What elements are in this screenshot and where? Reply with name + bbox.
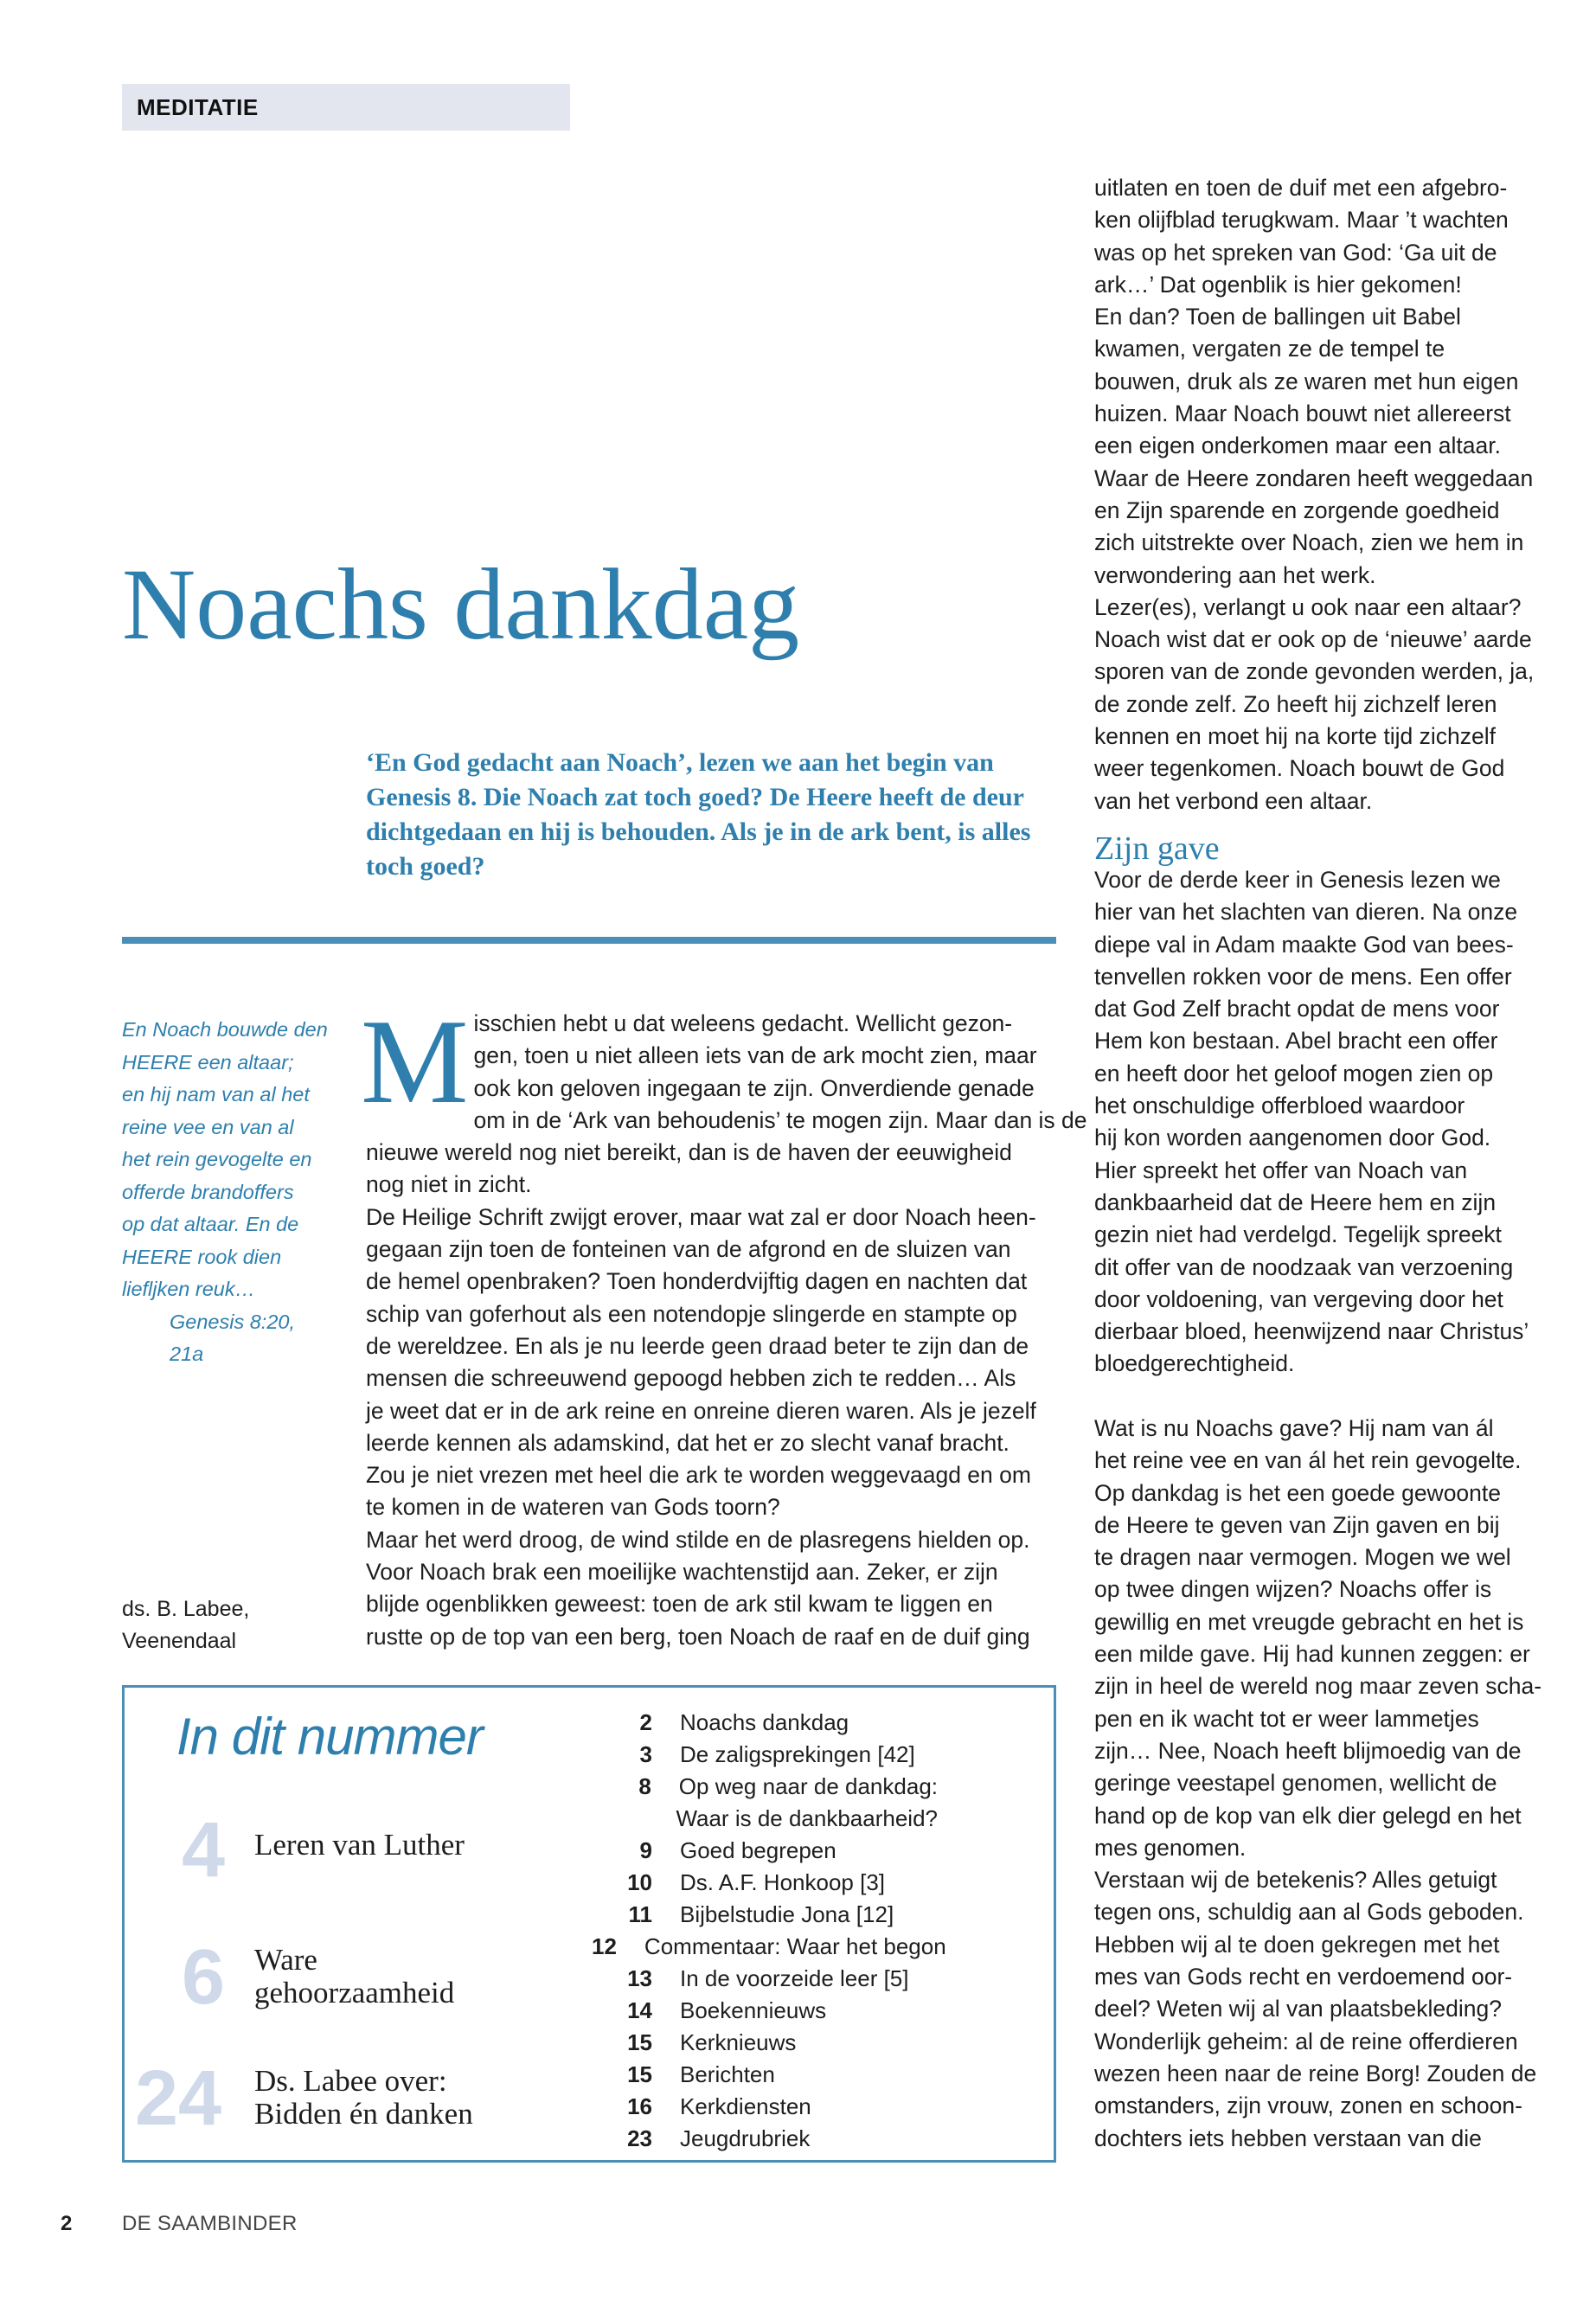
body-line: blijde ogenblikken geweest: toen de ark stil kwam te liggen en xyxy=(366,1591,993,1618)
body-line: mensen die schreeuwend gepoogd hebben zich te redden… Als xyxy=(366,1365,1016,1392)
toc-page-number: 15 xyxy=(627,2029,652,2055)
body-line: dochters iets hebben verstaan van die xyxy=(1094,2125,1482,2151)
body-line: pen en ik wacht tot er weer lammetjes xyxy=(1094,1705,1479,1732)
body-line: Maar het werd droog, de wind stilde en de plasregens hielden op. xyxy=(366,1526,1030,1553)
body-line: de wereldzee. En als je nu leerde geen draad beter te zijn dan de xyxy=(366,1332,1029,1359)
toc-page-number: 9 xyxy=(639,1837,652,1863)
body-line: tegen ons, schuldig aan al Gods geboden. xyxy=(1094,1899,1524,1926)
table-of-contents xyxy=(122,1685,1056,2163)
body-line: verwondering aan het werk. xyxy=(1094,561,1376,588)
body-line: Hebben wij al te doen gekregen met het xyxy=(1094,1931,1500,1958)
toc-featured-title: gehoorzaamheid xyxy=(254,1976,455,2009)
body-line: Hier spreekt het offer van Noach van xyxy=(1094,1157,1468,1183)
body-line: dat God Zelf bracht opdat de mens voor xyxy=(1094,996,1500,1022)
drop-cap: M xyxy=(361,995,469,1129)
author-place: Veenendaal xyxy=(122,1629,237,1653)
body-line: het reine vee en van ál het rein gevogelte. xyxy=(1094,1447,1522,1474)
quote-line: liefljken reuk… xyxy=(122,1278,256,1300)
body-line: Waar de Heere zondaren heeft weggedaan xyxy=(1094,465,1534,491)
author-byline xyxy=(122,1593,330,1657)
quote-line: en hij nam van al het xyxy=(122,1083,310,1106)
body-line: wezen heen naar de reine Borg! Zouden de xyxy=(1094,2060,1537,2086)
magazine-name: DE SAAMBINDER xyxy=(122,2212,298,2235)
body-line: hier van het slachten van dieren. Na onze xyxy=(1094,899,1518,926)
toc-page-number: 8 xyxy=(638,1773,651,1799)
section-tag xyxy=(122,84,570,131)
section-tag-label: MEDITATIE xyxy=(137,94,259,120)
toc-page-number: 3 xyxy=(639,1741,652,1767)
toc-item[interactable] xyxy=(592,1931,946,1963)
article-body-continued xyxy=(1094,172,1553,2155)
toc-page-number: 23 xyxy=(627,2125,652,2151)
toc-featured-number: 4 xyxy=(182,1807,226,1894)
body-line: en heeft door het geloof mogen zien op xyxy=(1094,1060,1494,1086)
toc-item-label: Kerkdiensten xyxy=(680,2093,811,2119)
quote-reference: Genesis 8:20, 21a xyxy=(170,1310,296,1365)
body-line: mes genomen. xyxy=(1094,1834,1247,1861)
author-name: ds. B. Labee, xyxy=(122,1597,250,1621)
body-line: om in de ‘Ark van behoudenis’ te mogen zijn. Maar dan is de xyxy=(473,1106,1087,1133)
toc-page-number: 13 xyxy=(627,1965,652,1991)
toc-item[interactable] xyxy=(592,1995,938,2027)
toc-item[interactable] xyxy=(592,2059,938,2091)
toc-item[interactable] xyxy=(592,1739,938,1771)
body-line: huizen. Maar Noach bouwt niet allereerst xyxy=(1094,401,1511,427)
body-line: je weet dat er in de ark reine en onreine dieren waren. Als je jezelf xyxy=(366,1397,1036,1424)
toc-item[interactable] xyxy=(592,1963,938,1995)
body-line: Noach wist dat er ook op de ‘nieuwe’ aarde xyxy=(1094,626,1532,653)
toc-title: In dit nummer xyxy=(176,1708,483,1766)
toc-page-number: 15 xyxy=(627,2061,652,2087)
body-line: nieuwe wereld nog niet bereikt, dan is de haven der eeuwigheid xyxy=(366,1139,1012,1166)
body-line: geringe veestapel genomen, wellicht de xyxy=(1094,1770,1497,1797)
toc-item[interactable] xyxy=(592,1803,938,1835)
body-line: gewillig en met vreugde gebracht en het is xyxy=(1094,1608,1524,1635)
body-line: kennen en moet hij na korte tijd zichzelf xyxy=(1094,723,1497,750)
body-line: En dan? Toen de ballingen uit Babel xyxy=(1094,304,1461,330)
body-line: Op dankdag is het een goede gewoonte xyxy=(1094,1479,1502,1506)
toc-item-label: Berichten xyxy=(680,2061,775,2087)
body-line: zich uitstrekte over Noach, zien we hem in xyxy=(1094,529,1524,556)
body-line: ook kon geloven ingegaan te zijn. Onverdiende genade xyxy=(473,1074,1035,1101)
toc-item[interactable] xyxy=(592,2091,938,2123)
body-line: hij kon worden aangenomen door God. xyxy=(1094,1125,1491,1151)
toc-item-label: Bijbelstudie Jona [12] xyxy=(680,1901,894,1927)
body-line: was op het spreken van God: ‘Ga uit de xyxy=(1094,239,1497,266)
body-line: bouwen, druk als ze waren met hun eigen xyxy=(1094,368,1519,394)
toc-item-label: De zaligsprekingen [42] xyxy=(680,1741,915,1767)
body-line: de Heere te geven van Zijn gaven en bij xyxy=(1094,1511,1500,1538)
article-body xyxy=(361,995,1087,1653)
toc-item-label: Goed begrepen xyxy=(680,1837,836,1863)
toc-featured-number: 6 xyxy=(182,1934,226,2021)
toc-item[interactable] xyxy=(592,1707,938,1739)
body-line: bloedgerechtigheid. xyxy=(1094,1350,1295,1377)
toc-featured-title: Ds. Labee over: xyxy=(254,2064,447,2098)
body-line: nog niet in zicht. xyxy=(366,1171,532,1198)
body-line: Zou je niet vrezen met heel die ark te worden weggevaagd en om xyxy=(366,1462,1031,1489)
toc-featured-title: Leren van Luther xyxy=(254,1828,465,1862)
quote-line: offerde brandoffers xyxy=(122,1180,294,1203)
body-line: leerde kennen als adamskind, dat het er zo slecht vanaf bracht. xyxy=(366,1429,1010,1456)
body-line: zijn in heel de wereld nog maar zeven scha- xyxy=(1094,1673,1542,1700)
quote-line: reine vee en van al xyxy=(122,1115,294,1138)
body-line: Voor de derde keer in Genesis lezen we xyxy=(1094,866,1501,893)
body-line: de zonde zelf. Zo heeft hij zichzelf leren xyxy=(1094,690,1497,717)
body-line: De Heilige Schrift zwijgt erover, maar wat zal er door Noach heen- xyxy=(366,1203,1036,1230)
toc-item[interactable] xyxy=(592,2027,938,2059)
scripture-quote xyxy=(122,1014,330,1371)
toc-item-label: Jeugdrubriek xyxy=(680,2125,811,2151)
toc-item[interactable] xyxy=(592,1867,938,1899)
body-line: weer tegenkomen. Noach bouwt de God xyxy=(1094,755,1505,782)
article-title: Noachs dankdag xyxy=(122,548,800,661)
body-line: rustte op de top van een berg, toen Noach de raaf en de duif ging xyxy=(366,1623,1030,1650)
toc-page-number: 2 xyxy=(639,1709,652,1735)
body-line: van het verbond een altaar. xyxy=(1094,787,1373,814)
body-line: dit offer van de noodzaak van verzoening xyxy=(1094,1253,1514,1280)
body-line: op twee dingen wijzen? Noachs offer is xyxy=(1094,1576,1492,1603)
body-line: Verstaan wij de betekenis? Alles getuigt xyxy=(1094,1867,1497,1894)
body-line: Hem kon bestaan. Abel bracht een offer xyxy=(1094,1028,1498,1054)
body-line: een eigen onderkomen maar een altaar. xyxy=(1094,433,1501,459)
toc-item[interactable] xyxy=(592,1899,938,1931)
article-lead: ‘En God gedacht aan Noach’, lezen we aan het begin van Genesis 8. Die Noach zat toch goed? De Heere heeft de deur dichtgedaan en hij is behouden. Als je in de ark bent, is alles toch goed? xyxy=(366,748,1031,881)
toc-item-label: Ds. A.F. Honkoop [3] xyxy=(680,1869,886,1895)
toc-featured-title: Bidden én danken xyxy=(254,2097,473,2131)
body-line: zijn… Nee, Noach heeft blijmoedig van de xyxy=(1094,1737,1522,1764)
body-line: uitlaten en toen de duif met een afgebro- xyxy=(1094,175,1508,201)
toc-page-number: 11 xyxy=(628,1901,652,1927)
quote-line: En Noach bouwde den xyxy=(122,1018,328,1041)
body-line: schip van goferhout als een notendopje slingerde en stampte op xyxy=(366,1300,1017,1327)
toc-item-label: Commentaar: Waar het begon xyxy=(644,1933,946,1959)
body-line: het onschuldige offerbloed waardoor xyxy=(1094,1093,1465,1119)
body-line: deel? Weten wij al van plaatsbekleding? xyxy=(1094,1996,1502,2022)
toc-featured-title: Ware xyxy=(254,1943,317,1977)
quote-line: op dat altaar. En de xyxy=(122,1213,299,1235)
toc-item[interactable] xyxy=(592,2123,938,2155)
toc-item-label: Op weg naar de dankdag: xyxy=(678,1773,938,1799)
body-line: mes van Gods recht en verdoemend oor- xyxy=(1094,1964,1513,1990)
toc-item-label: Boekennieuws xyxy=(680,1997,827,2023)
body-line: ken olijfblad terugkwam. Maar ’t wachten xyxy=(1094,207,1509,234)
section-subhead: Zijn gave xyxy=(1094,830,1220,867)
body-line: ark…’ Dat ogenblik is hier gekomen! xyxy=(1094,271,1462,298)
body-line: dankbaarheid dat de Heere hem en zijn xyxy=(1094,1189,1497,1215)
body-line: door voldoening, van vergeving door het xyxy=(1094,1285,1503,1312)
body-line: tenvellen rokken voor de mens. Een offer xyxy=(1094,963,1512,990)
toc-page-number: 14 xyxy=(627,1997,652,2023)
body-line: Wonderlijk geheim: al de reine offerdieren xyxy=(1094,2028,1518,2054)
body-line: sporen van de zonde gevonden werden, ja, xyxy=(1094,658,1535,685)
toc-item[interactable] xyxy=(592,1835,938,1867)
page-number: 2 xyxy=(61,2212,73,2235)
toc-item-label: Waar is de dankbaarheid? xyxy=(676,1805,938,1831)
toc-item-label: Kerknieuws xyxy=(680,2029,797,2055)
toc-item-label: In de voorzeide leer [5] xyxy=(680,1965,909,1991)
toc-list xyxy=(592,1707,946,2155)
body-line: gen, toen u niet alleen iets van de ark mocht zien, maar xyxy=(473,1042,1037,1069)
toc-page-number: 10 xyxy=(627,1869,652,1895)
toc-featured-number: 24 xyxy=(135,2055,222,2142)
body-line: hand op de kop van elk dier gelegd en het xyxy=(1094,1802,1522,1829)
body-line: Wat is nu Noachs gave? Hij nam van ál xyxy=(1094,1414,1494,1441)
body-line: dierbaar bloed, heenwijzend naar Christus’ xyxy=(1094,1318,1529,1345)
quote-line: het rein gevogelte en xyxy=(122,1148,312,1170)
body-line: omstanders, zijn vrouw, zonen en schoon- xyxy=(1094,2093,1522,2119)
body-line: kwamen, vergaten ze de tempel te xyxy=(1094,336,1445,362)
body-line: isschien hebt u dat weleens gedacht. Wellicht gezon- xyxy=(473,1010,1013,1036)
quote-line: HEERE rook dien xyxy=(122,1245,282,1268)
toc-item[interactable] xyxy=(592,1771,938,1803)
body-line: diepe val in Adam maakte God van bees- xyxy=(1094,931,1514,958)
body-line: te komen in de wateren van Gods toorn? xyxy=(366,1494,780,1521)
paragraph-gap xyxy=(1094,1381,1553,1413)
body-line: en Zijn sparende en zorgende goedheid xyxy=(1094,497,1500,523)
body-line: een milde gave. Hij had kunnen zeggen: er xyxy=(1094,1641,1530,1668)
divider-rule xyxy=(122,937,1056,944)
body-line: te dragen naar vermogen. Mogen we wel xyxy=(1094,1544,1511,1571)
toc-page-number: 16 xyxy=(627,2093,652,2119)
quote-line: HEERE een altaar; xyxy=(122,1050,294,1074)
toc-item-label: Noachs dankdag xyxy=(680,1709,849,1735)
body-line: Voor Noach brak een moeilijke wachtenstijd aan. Zeker, er zijn xyxy=(366,1559,998,1586)
toc-page-number: 12 xyxy=(592,1933,617,1959)
body-line: gezin niet had verdelgd. Tegelijk spreekt xyxy=(1094,1221,1502,1248)
body-line: gegaan zijn toen de fonteinen van de afgrond en de sluizen van xyxy=(366,1236,1011,1263)
body-line: de hemel openbraken? Toen honderdvijftig dagen en nachten dat xyxy=(366,1268,1028,1295)
body-line: Lezer(es), verlangt u ook naar een altaar? xyxy=(1094,593,1522,620)
